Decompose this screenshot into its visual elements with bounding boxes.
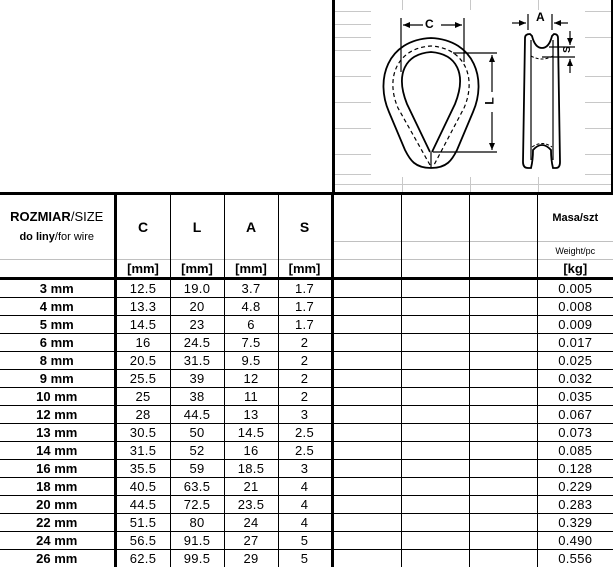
c-cell: 20.5: [115, 352, 170, 370]
empty-cell: [469, 550, 537, 567]
size-cell: 8 mm: [0, 352, 115, 370]
size-cell: 13 mm: [0, 424, 115, 442]
empty-unit-cell: [0, 260, 115, 279]
empty-cell: [401, 406, 469, 424]
a-cell: 4.8: [224, 298, 278, 316]
a-cell: 27: [224, 532, 278, 550]
unit-c: [mm]: [115, 260, 170, 279]
mass-cell: 0.035: [537, 388, 613, 406]
a-cell: 12: [224, 370, 278, 388]
s-cell: 5: [278, 532, 332, 550]
l-cell: 38: [170, 388, 224, 406]
a-cell: 23.5: [224, 496, 278, 514]
c-cell: 62.5: [115, 550, 170, 567]
s-cell: 2: [278, 370, 332, 388]
a-cell: 29: [224, 550, 278, 567]
empty-cell: [332, 298, 401, 316]
l-cell: 31.5: [170, 352, 224, 370]
a-cell: 14.5: [224, 424, 278, 442]
column-s-header: S: [278, 194, 332, 260]
size-header: [0, 194, 115, 260]
l-cell: 72.5: [170, 496, 224, 514]
mass-cell: 0.128: [537, 460, 613, 478]
empty-cell: [469, 388, 537, 406]
mass-cell: 0.032: [537, 370, 613, 388]
c-cell: 44.5: [115, 496, 170, 514]
empty-cell: [401, 460, 469, 478]
c-cell: 25: [115, 388, 170, 406]
size-cell: 10 mm: [0, 388, 115, 406]
a-cell: 18.5: [224, 460, 278, 478]
wire-label-pl: do liny: [19, 231, 54, 243]
empty-cell: [401, 514, 469, 532]
mass-cell: 0.490: [537, 532, 613, 550]
l-cell: 44.5: [170, 406, 224, 424]
empty-cell: [469, 352, 537, 370]
table-row: [0, 550, 613, 567]
size-cell: 22 mm: [0, 514, 115, 532]
l-cell: 91.5: [170, 532, 224, 550]
table-row: [0, 370, 613, 388]
c-cell: 12.5: [115, 279, 170, 298]
empty-header-cell: [332, 242, 401, 260]
thimble-diagram: [332, 0, 613, 193]
empty-cell: [401, 279, 469, 298]
table-row: [0, 442, 613, 460]
empty-cell: [401, 550, 469, 567]
mass-cell: 0.008: [537, 298, 613, 316]
a-cell: 7.5: [224, 334, 278, 352]
empty-cell: [332, 496, 401, 514]
size-label-en: SIZE: [74, 209, 103, 224]
empty-cell: [401, 442, 469, 460]
table-row: [0, 532, 613, 550]
c-cell: 28: [115, 406, 170, 424]
wire-label-en: for wire: [58, 231, 94, 243]
table-row: [0, 424, 613, 442]
empty-cell: [332, 334, 401, 352]
empty-cell: [332, 406, 401, 424]
empty-cell: [401, 478, 469, 496]
s-cell: 4: [278, 514, 332, 532]
c-cell: 35.5: [115, 460, 170, 478]
table-row: [0, 406, 613, 424]
size-cell: 6 mm: [0, 334, 115, 352]
mass-cell: 0.025: [537, 352, 613, 370]
empty-cell: [469, 496, 537, 514]
table-row: [0, 279, 613, 298]
empty-cell: [401, 370, 469, 388]
size-label-sep: /: [71, 209, 75, 224]
unit-a: [mm]: [224, 260, 278, 279]
empty-cell: [332, 424, 401, 442]
empty-cell: [469, 532, 537, 550]
s-cell: 4: [278, 478, 332, 496]
empty-cell: [332, 316, 401, 334]
unit-row: [0, 260, 613, 279]
a-cell: 16: [224, 442, 278, 460]
table-row: [0, 478, 613, 496]
table-row: [0, 298, 613, 316]
c-cell: 16: [115, 334, 170, 352]
empty-header-cell: [401, 242, 469, 260]
mass-cell: 0.009: [537, 316, 613, 334]
size-cell: 20 mm: [0, 496, 115, 514]
empty-cell: [401, 334, 469, 352]
size-cell: 5 mm: [0, 316, 115, 334]
mass-cell: 0.556: [537, 550, 613, 567]
c-cell: 56.5: [115, 532, 170, 550]
unit-s: [mm]: [278, 260, 332, 279]
l-cell: 20: [170, 298, 224, 316]
empty-cell: [469, 460, 537, 478]
l-cell: 19.0: [170, 279, 224, 298]
c-cell: 51.5: [115, 514, 170, 532]
s-cell: 5: [278, 550, 332, 567]
c-cell: 25.5: [115, 370, 170, 388]
s-cell: 2: [278, 334, 332, 352]
empty-cell: [401, 352, 469, 370]
s-cell: 1.7: [278, 298, 332, 316]
unit-l: [mm]: [170, 260, 224, 279]
empty-unit-cell: [332, 260, 401, 279]
empty-cell: [332, 478, 401, 496]
s-cell: 1.7: [278, 316, 332, 334]
empty-cell: [469, 298, 537, 316]
mass-cell: 0.229: [537, 478, 613, 496]
a-cell: 13: [224, 406, 278, 424]
empty-cell: [469, 316, 537, 334]
s-cell: 1.7: [278, 279, 332, 298]
l-cell: 63.5: [170, 478, 224, 496]
dimension-l-label: L: [483, 97, 497, 104]
a-cell: 9.5: [224, 352, 278, 370]
empty-header-cell: [332, 194, 401, 242]
empty-cell: [332, 460, 401, 478]
table-row: [0, 496, 613, 514]
mass-cell: 0.085: [537, 442, 613, 460]
size-label-pl: ROZMIAR: [10, 209, 71, 224]
l-cell: 59: [170, 460, 224, 478]
mass-cell: 0.067: [537, 406, 613, 424]
c-cell: 31.5: [115, 442, 170, 460]
empty-header-cell: [469, 194, 537, 242]
size-cell: 16 mm: [0, 460, 115, 478]
empty-cell: [469, 442, 537, 460]
thimble-drawing-icon: [335, 0, 613, 193]
l-cell: 39: [170, 370, 224, 388]
empty-cell: [469, 279, 537, 298]
l-cell: 50: [170, 424, 224, 442]
a-cell: 24: [224, 514, 278, 532]
empty-cell: [469, 370, 537, 388]
empty-cell: [401, 388, 469, 406]
mass-cell: 0.017: [537, 334, 613, 352]
empty-cell: [469, 406, 537, 424]
empty-cell: [469, 514, 537, 532]
l-cell: 80: [170, 514, 224, 532]
s-cell: 2: [278, 352, 332, 370]
table-row: [0, 334, 613, 352]
empty-cell: [401, 532, 469, 550]
size-cell: 26 mm: [0, 550, 115, 567]
header-row: [0, 194, 613, 242]
a-cell: 11: [224, 388, 278, 406]
empty-cell: [401, 424, 469, 442]
empty-cell: [469, 478, 537, 496]
size-cell: 24 mm: [0, 532, 115, 550]
column-l-header: L: [170, 194, 224, 260]
empty-unit-cell: [401, 260, 469, 279]
dimension-s-label: S: [562, 46, 573, 53]
table-row: [0, 388, 613, 406]
l-cell: 23: [170, 316, 224, 334]
empty-cell: [332, 388, 401, 406]
size-cell: 12 mm: [0, 406, 115, 424]
mass-header: Masa/szt: [537, 194, 613, 242]
size-cell: 4 mm: [0, 298, 115, 316]
empty-cell: [401, 496, 469, 514]
l-cell: 99.5: [170, 550, 224, 567]
mass-cell: 0.329: [537, 514, 613, 532]
column-c-header: C: [115, 194, 170, 260]
empty-cell: [332, 532, 401, 550]
empty-cell: [332, 370, 401, 388]
column-a-header: A: [224, 194, 278, 260]
empty-unit-cell: [469, 260, 537, 279]
s-cell: 4: [278, 496, 332, 514]
c-cell: 14.5: [115, 316, 170, 334]
empty-cell: [332, 279, 401, 298]
empty-cell: [332, 550, 401, 567]
s-cell: 2.5: [278, 424, 332, 442]
l-cell: 52: [170, 442, 224, 460]
s-cell: 2.5: [278, 442, 332, 460]
empty-cell: [469, 334, 537, 352]
c-cell: 40.5: [115, 478, 170, 496]
mass-cell: 0.073: [537, 424, 613, 442]
s-cell: 3: [278, 460, 332, 478]
empty-cell: [332, 352, 401, 370]
size-cell: 3 mm: [0, 279, 115, 298]
empty-cell: [401, 298, 469, 316]
table-row: [0, 514, 613, 532]
thimble-spec-table: [0, 192, 613, 567]
table-row: [0, 460, 613, 478]
s-cell: 3: [278, 406, 332, 424]
dimension-a-label: A: [536, 10, 545, 24]
table-row: [0, 352, 613, 370]
l-cell: 24.5: [170, 334, 224, 352]
empty-cell: [401, 316, 469, 334]
c-cell: 13.3: [115, 298, 170, 316]
empty-cell: [469, 424, 537, 442]
s-cell: 2: [278, 388, 332, 406]
size-cell: 9 mm: [0, 370, 115, 388]
dimension-c-label: C: [425, 17, 434, 31]
weight-header: Weight/pc: [537, 242, 613, 260]
size-cell: 18 mm: [0, 478, 115, 496]
empty-header-cell: [401, 194, 469, 242]
a-cell: 3.7: [224, 279, 278, 298]
size-cell: 14 mm: [0, 442, 115, 460]
empty-cell: [332, 514, 401, 532]
mass-cell: 0.005: [537, 279, 613, 298]
unit-kg: [kg]: [537, 260, 613, 279]
wire-label-sep: /: [55, 231, 58, 243]
empty-cell: [332, 442, 401, 460]
a-cell: 6: [224, 316, 278, 334]
c-cell: 30.5: [115, 424, 170, 442]
a-cell: 21: [224, 478, 278, 496]
mass-cell: 0.283: [537, 496, 613, 514]
table-row: [0, 316, 613, 334]
empty-header-cell: [469, 242, 537, 260]
